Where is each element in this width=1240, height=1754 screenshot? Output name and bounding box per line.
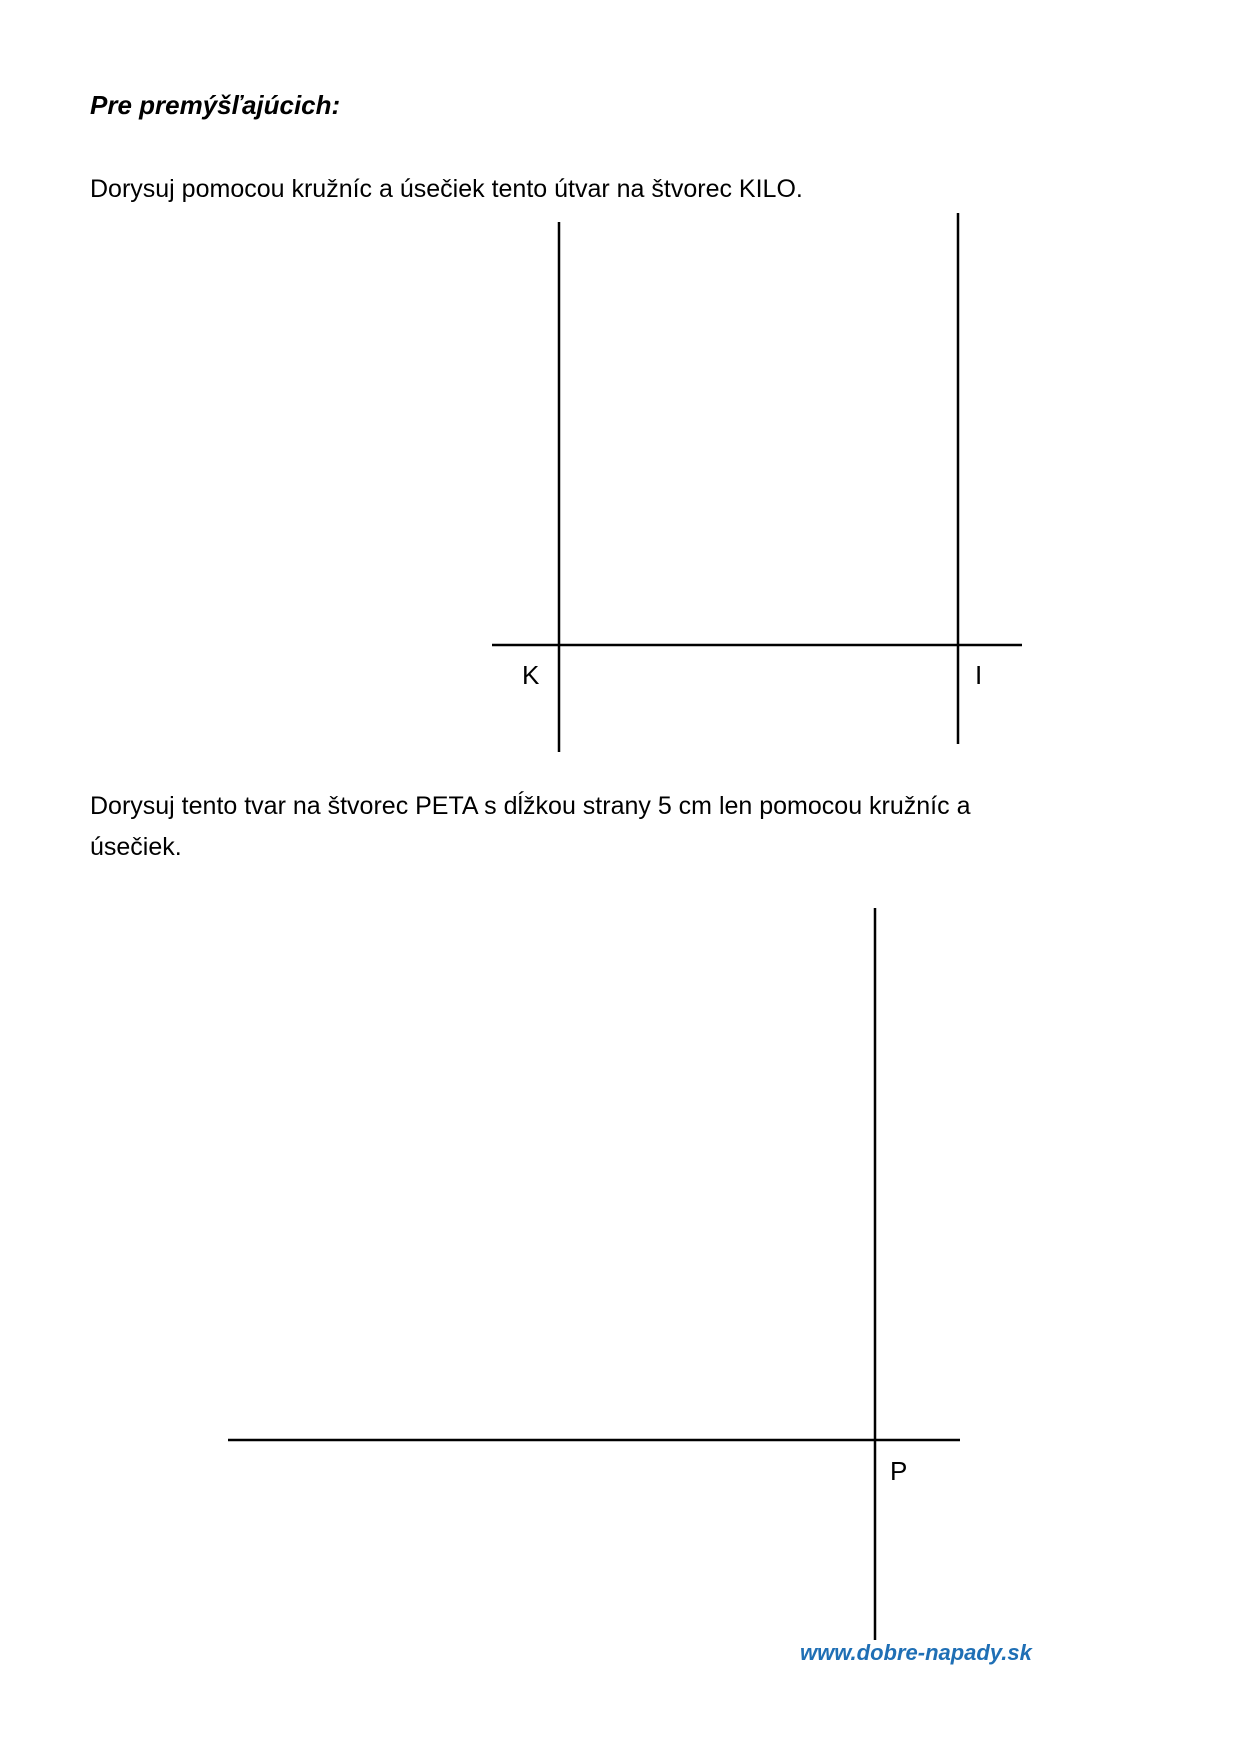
vertex-label-i: I (975, 660, 983, 690)
footer-website-link[interactable]: www.dobre-napady.sk (800, 1640, 1032, 1665)
page-heading: Pre premýšľajúcich: (90, 90, 341, 120)
peta-figure (228, 908, 960, 1640)
kilo-figure (492, 213, 1022, 752)
vertex-label-p: P (890, 1456, 908, 1486)
task1-instruction: Dorysuj pomocou kružníc a úsečiek tento útvar na štvorec KILO. (90, 175, 803, 203)
task2-instruction: Dorysuj tento tvar na štvorec PETA s dĺžkou strany 5 cm len pomocou kružníc a úsečiek. (90, 792, 971, 861)
vertex-label-k: K (522, 660, 540, 690)
